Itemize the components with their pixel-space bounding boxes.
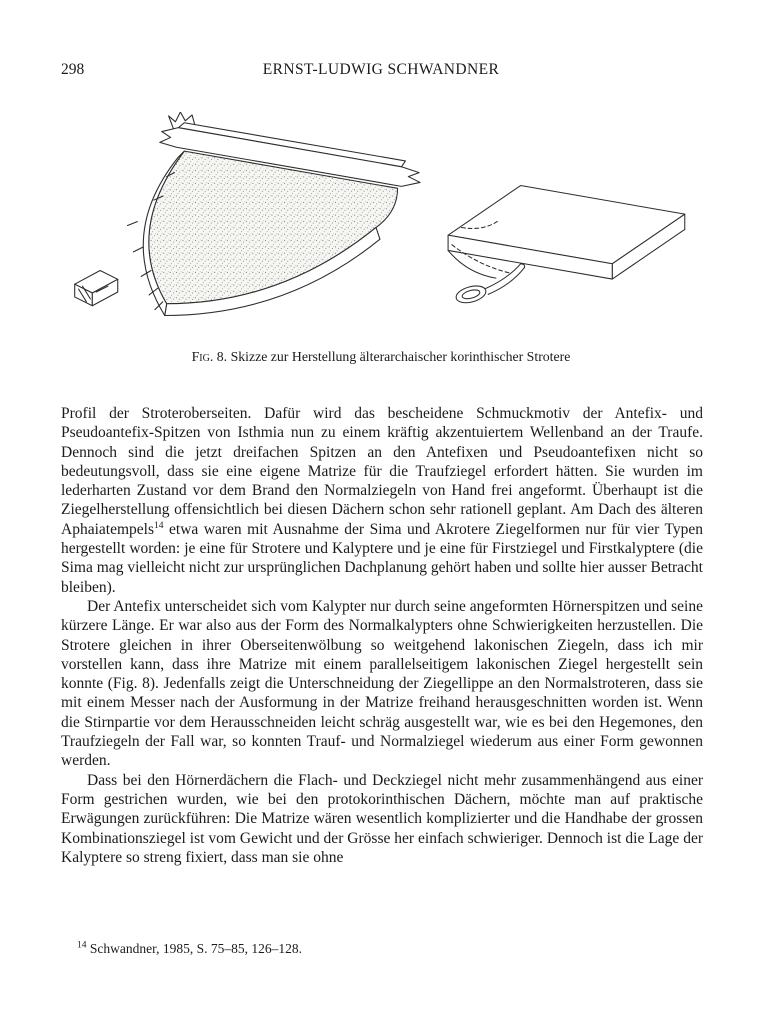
footnote — [61, 941, 703, 957]
page-number: 298 — [61, 61, 85, 78]
footnote-text: Schwandner, 1985, S. 75–85, 126–128. — [89, 941, 302, 956]
figure-drawings — [57, 112, 705, 339]
figure-caption-label: Fig. 8. — [191, 349, 228, 364]
page-header — [61, 61, 701, 79]
strotere-mould-drawing-icon — [61, 112, 423, 339]
body-paragraph-3: Dass bei den Hörnerdächern die Flach- und Deckziegel nicht mehr zusammenhängend aus einer Form gestrichen wurden, wie bei den protokorinthischen Dächern, möchte man auf praktische Erwägungen zurückführen: Die Matrize wären wesentlich komplizierter und die Handhabe der grossen Kombinationsziegel ist vom Gewicht und der Grösse her einfach schwieriger. Dennoch ist die Lage der Kalyptere so streng fixiert, dass man sie ohne — [61, 771, 703, 866]
body-paragraph-1 — [61, 404, 703, 597]
figure-caption — [57, 349, 705, 365]
paragraph-1-text: Profil der Stroteroberseiten. Dafür wird das bescheidene Schmuckmotiv der Antefix- und Pseudoantefix-Spitzen von Isthmia nun zu einem kräftig akzentuiertem Wellenband an der Traufe. Dennoch sind die jetzt dreifachen Spitzen an den Antefixen und Pseudoantefixen nicht so bedeutungsvoll, dass sie eine eigene Matrize für die Traufziegel erfordert hätten. Sie wurden im lederharten Zustand vor dem Brand den Normalziegeln von Hand frei angeformt. Überhaupt ist die Ziegelherstellung offensichtlich bei diesen Dächern schon sehr rationell geplant. Am Dach des älteren Aphaiatempels — [61, 405, 703, 538]
tile-slab-knife-drawing-icon — [429, 130, 701, 326]
body-text — [61, 404, 703, 867]
footnote-reference-14: 14 — [153, 520, 164, 531]
figure-8 — [57, 112, 705, 365]
body-paragraph-2: Der Antefix unterscheidet sich vom Kalypter nur durch seine angeformten Hörnerspitzen und seine kürzere Länge. Er war also aus der Form des Normalkalypters ohne Schwierigkeiten herzustellen. Die Strotere gleichen in ihrer Oberseitenwölbung so weitgehend lakonischen Ziegeln, dass ich mir vorstellen kann, dass ihre Matrize mit einem parallelseitigem lakonischen Ziegel hergestellt sein konnte (Fig. 8). Jedenfalls zeigt die Unterschneidung der Ziegellippe an den Normalstroteren, dass sie mit einem Messer nach der Ausformung in der Matrize freihand herausgeschnitten worden ist. Wenn die Stirnpartie vor dem Herausschneiden leicht schräg ausgestellt war, wie es bei den Hegemones, den Traufziegeln der Fall war, so konnten Trauf- und Normalziegel wiederum aus einer Form gewonnen werden. — [61, 597, 703, 770]
paragraph-1-continued: etwa waren mit Ausnahme der Sima und Akrotere Ziegelformen nur für vier Typen hergestellt worden: je eine für Strotere und Kalyptere und je eine für Firstziegel und Firstkalyptere (die Sima mag vielleicht nicht zur ursprünglichen Dachplanung gehört haben und sollte hier ausser Betracht bleiben). — [61, 520, 703, 596]
running-head: ERNST-LUDWIG SCHWANDNER — [262, 61, 500, 78]
footnote-marker: 14 — [77, 940, 87, 951]
figure-caption-text: Skizze zur Herstellung älterarchaischer korinthischer Strotere — [230, 349, 571, 364]
